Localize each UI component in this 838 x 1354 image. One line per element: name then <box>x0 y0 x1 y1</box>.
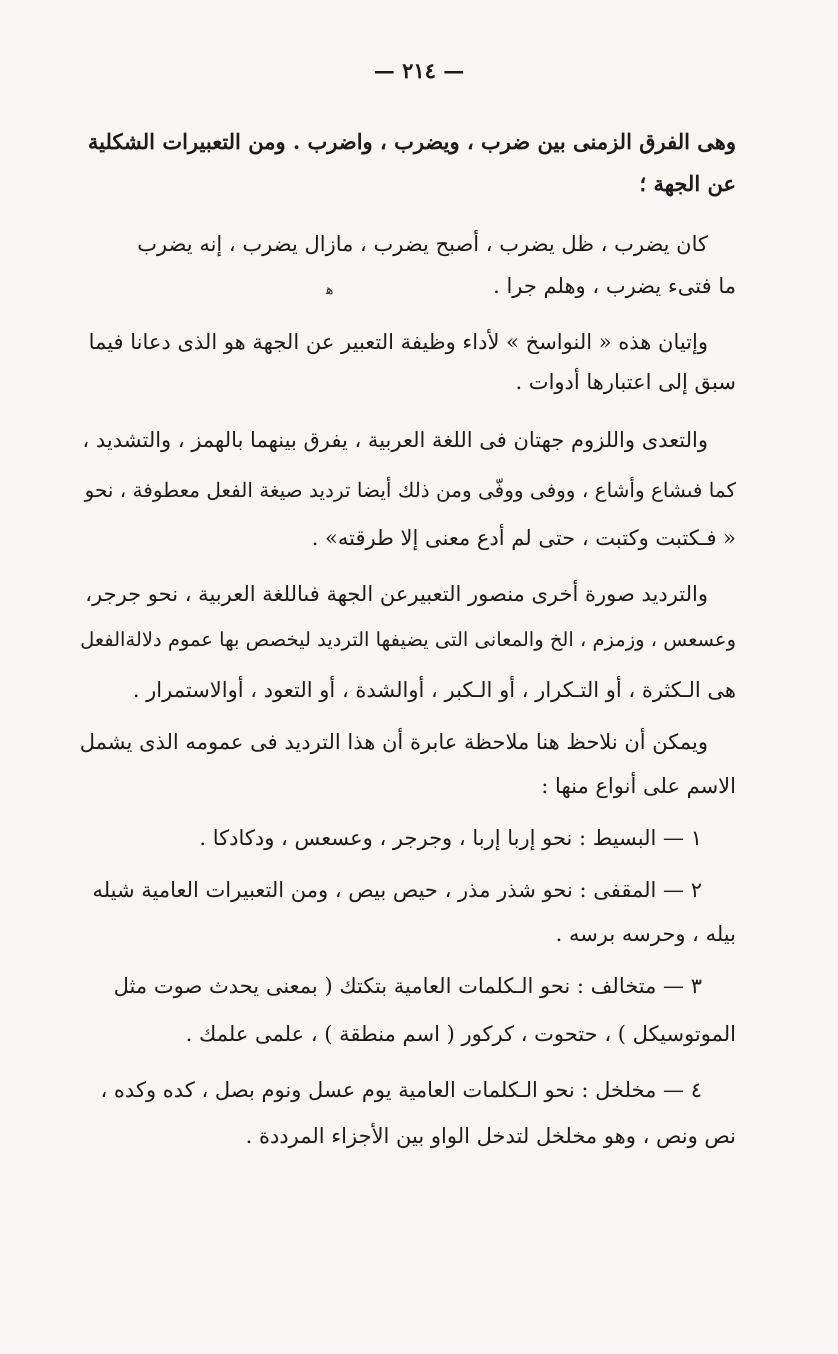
text-line: ويمكن أن نلاحظ هنا ملاحظة عابرة أن هذا الترديد فى عمومه الذى يشمل <box>79 730 708 754</box>
list-item: ٤ — مخلخل : نحو الـكلمات العامية يوم عسل ونوم بصل ، كده وكده ، <box>100 1078 702 1102</box>
stray-mark: ﻫ <box>326 282 334 298</box>
text-line: الاسم على أنواع منها : <box>541 774 736 798</box>
text-line: سبق إلى اعتبارها أدوات . <box>515 370 736 394</box>
page-number: — ٢١٤ — <box>373 58 465 83</box>
text-line: عن الجهة ؛ <box>639 171 736 196</box>
text-line: والتعدى واللزوم جهتان فى اللغة العربية ، يفرق بينهما بالهمز ، والتشديد ، <box>82 428 708 452</box>
text-line: بيله ، وحرسه برسه . <box>555 922 736 946</box>
text-line: وهى الفرق الزمنى بين ضرب ، ويضرب ، واضرب . ومن التعبيرات الشكلية <box>87 129 736 154</box>
text-line: كما فىشاع وأشاع ، ووفى ووفّى ومن ذلك أيضا ترديد صيغة الفعل معطوفة ، نحو <box>84 478 736 502</box>
list-item: ٢ — المقفى : نحو شذر مذر ، حيص بيص ، ومن التعبيرات العامية شيله <box>92 878 702 902</box>
text-line: كان يضرب ، ظل يضرب ، أصبح يضرب ، مازال يضرب ، إنه يضرب <box>137 232 708 256</box>
list-item: ١ — البسيط : نحو إربا إربا ، وجرجر ، وعسعس ، ودكادكا . <box>199 826 702 850</box>
text-line: الموتوسيكل ) ، حتحوت ، كركور ( اسم منطقة ) ، علمى علمك . <box>185 1022 736 1046</box>
list-item: ٣ — متخالف : نحو الـكلمات العامية بتكتك ( بمعنى يحدث صوت مثل <box>113 974 702 998</box>
text-line: « فـكتبت وكتبت ، حتى لم أدع معنى إلا طرقته» . <box>311 526 736 550</box>
text-line: هى الـكثرة ، أو التـكرار ، أو الـكبر ، أوالشدة ، أو التعود ، أوالاستمرار . <box>132 678 736 702</box>
text-line: نص ونص ، وهو مخلخل لتدخل الواو بين الأجزاء المرددة . <box>245 1124 736 1148</box>
text-line: وإتيان هذه « النواسخ » لأداء وظيفة التعبير عن الجهة هو الذى دعانا فيما <box>88 330 708 354</box>
text-line: ما فتىء يضرب ، وهلم جرا . <box>493 274 736 298</box>
text-line: والترديد صورة أخرى منصور التعبيرعن الجهة فىاللغة العربية ، نحو جرجر، <box>85 582 708 606</box>
text-line: وعسعس ، وزمزم ، الخ والمعانى التى يضيفها الترديد ليخصص بها عموم دلالةالفعل <box>80 628 736 651</box>
